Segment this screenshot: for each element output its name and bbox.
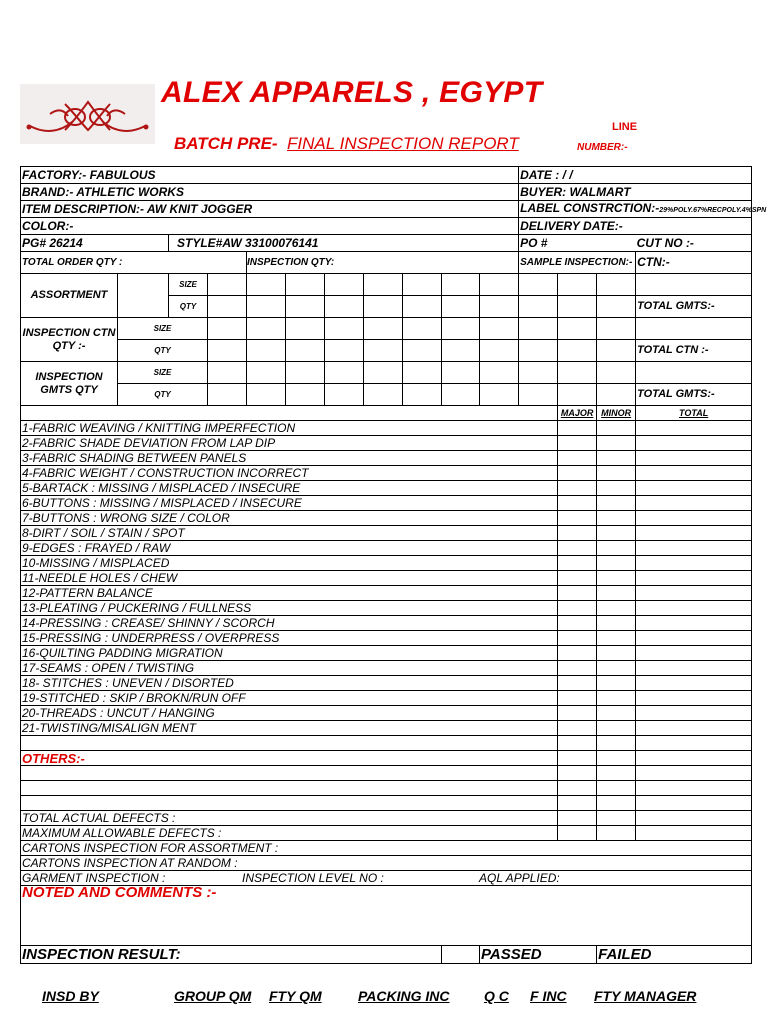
defect-row-label: 1-FABRIC WEAVING / KNITTING IMPERFECTION bbox=[21, 421, 558, 436]
defect-row-label: 15-PRESSING : UNDERPRESS / OVERPRESS bbox=[21, 631, 558, 646]
qty-entry-cell[interactable] bbox=[480, 296, 519, 318]
total-header: TOTAL bbox=[636, 406, 752, 421]
size-entry-cell[interactable] bbox=[286, 318, 325, 340]
minor-count-cell[interactable] bbox=[597, 646, 636, 661]
major-count-cell[interactable] bbox=[558, 646, 597, 661]
major-count-cell[interactable] bbox=[558, 616, 597, 631]
size-entry-cell[interactable] bbox=[286, 362, 325, 384]
minor-count-cell[interactable] bbox=[597, 556, 636, 571]
qty-entry-cell[interactable] bbox=[403, 296, 442, 318]
total-count-cell[interactable] bbox=[636, 661, 752, 676]
qty-entry-cell[interactable] bbox=[403, 384, 442, 406]
total-count-cell[interactable] bbox=[636, 481, 752, 496]
po-cell: PO # bbox=[519, 235, 636, 252]
size-entry-cell[interactable] bbox=[403, 318, 442, 340]
form-row bbox=[21, 252, 752, 274]
block-total-label: TOTAL GMTS:- bbox=[636, 384, 752, 406]
form-row bbox=[21, 661, 752, 676]
signature-f-inc: F INC bbox=[530, 988, 567, 1004]
form-row bbox=[21, 511, 752, 526]
style-cell: STYLE#AW 33100076141 bbox=[169, 235, 519, 252]
total-count-cell[interactable] bbox=[636, 676, 752, 691]
cut-no-cell: CUT NO :- bbox=[636, 235, 752, 252]
minor-count-cell[interactable] bbox=[597, 541, 636, 556]
major-count-cell[interactable] bbox=[558, 511, 597, 526]
defect-row-label: 3-FABRIC SHADING BETWEEN PANELS bbox=[21, 451, 558, 466]
form-row bbox=[21, 362, 752, 384]
major-count-cell[interactable] bbox=[558, 721, 597, 736]
qty-label: QTY bbox=[169, 296, 208, 318]
major-count-cell[interactable] bbox=[558, 586, 597, 601]
form-row bbox=[21, 796, 752, 811]
defect-row-label: 5-BARTACK : MISSING / MISPLACED / INSECURE bbox=[21, 481, 558, 496]
qty-entry-cell[interactable] bbox=[247, 384, 286, 406]
form-row bbox=[21, 706, 752, 721]
qty-label: QTY bbox=[118, 340, 208, 362]
defect-row-label: 18- STITCHES : UNEVEN / DISORTED bbox=[21, 676, 558, 691]
defect-row-label: 14-PRESSING : CREASE/ SHINNY / SCORCH bbox=[21, 616, 558, 631]
major-count-cell[interactable] bbox=[558, 706, 597, 721]
total-count-cell[interactable] bbox=[636, 526, 752, 541]
form-row bbox=[21, 841, 752, 856]
label-construction-cell bbox=[519, 200, 767, 218]
form-row bbox=[21, 406, 752, 421]
size-entry-cell[interactable] bbox=[208, 274, 247, 296]
minor-count-cell[interactable] bbox=[597, 616, 636, 631]
buyer-cell: BUYER: WALMART bbox=[519, 184, 752, 201]
size-entry-cell[interactable] bbox=[519, 318, 558, 340]
total-count-cell[interactable] bbox=[636, 601, 752, 616]
total-blank bbox=[636, 274, 752, 296]
qty-entry-cell[interactable] bbox=[208, 340, 247, 362]
size-entry-cell[interactable] bbox=[325, 318, 364, 340]
size-entry-cell[interactable] bbox=[442, 274, 480, 296]
form-row bbox=[21, 646, 752, 661]
defect-row-label: 21-TWISTING/MISALIGN MENT bbox=[21, 721, 558, 736]
report-title bbox=[174, 134, 519, 154]
defect-row-label: 13-PLEATING / PUCKERING / FULLNESS bbox=[21, 601, 558, 616]
size-entry-cell[interactable] bbox=[286, 274, 325, 296]
defect-row-label: 6-BUTTONS : MISSING / MISPLACED / INSECURE bbox=[21, 496, 558, 511]
form-cell bbox=[558, 796, 597, 811]
size-entry-cell[interactable] bbox=[442, 362, 480, 384]
form-row bbox=[21, 466, 752, 481]
form-row bbox=[21, 811, 752, 826]
qty-entry-cell[interactable] bbox=[286, 384, 325, 406]
defect-row-label: 12-PATTERN BALANCE bbox=[21, 586, 558, 601]
final-inspection-title: FINAL INSPECTION REPORT bbox=[287, 134, 519, 153]
size-entry-cell[interactable] bbox=[597, 318, 636, 340]
form-row bbox=[21, 218, 752, 235]
minor-count-cell[interactable] bbox=[597, 571, 636, 586]
minor-header: MINOR bbox=[597, 406, 636, 421]
size-entry-cell[interactable] bbox=[403, 362, 442, 384]
form-row bbox=[21, 946, 752, 964]
size-entry-cell[interactable] bbox=[325, 274, 364, 296]
signature-insd-by: INSD BY bbox=[42, 988, 99, 1004]
ctn-cell: CTN:- bbox=[636, 252, 752, 274]
total-count-cell[interactable] bbox=[636, 586, 752, 601]
form-cell bbox=[636, 781, 752, 796]
form-row bbox=[21, 616, 752, 631]
qty-entry-cell[interactable] bbox=[325, 384, 364, 406]
qty-entry-cell[interactable] bbox=[442, 296, 480, 318]
total-actual-defects: TOTAL ACTUAL DEFECTS : bbox=[21, 811, 558, 826]
form-row bbox=[21, 526, 752, 541]
brand-cell: BRAND:- ATHLETIC WORKS bbox=[21, 184, 519, 201]
form-row bbox=[21, 340, 752, 362]
form-row bbox=[21, 167, 752, 184]
form-cell bbox=[636, 736, 752, 751]
minor-count-cell[interactable] bbox=[597, 466, 636, 481]
form-cell[interactable] bbox=[597, 811, 636, 826]
qty-entry-cell[interactable] bbox=[403, 340, 442, 362]
block-total-label: TOTAL CTN :- bbox=[636, 340, 752, 362]
minor-count-cell[interactable] bbox=[597, 631, 636, 646]
color-cell: COLOR:- bbox=[21, 218, 519, 235]
form-cell[interactable] bbox=[558, 826, 597, 841]
inspection-result-label: INSPECTION RESULT: bbox=[21, 946, 442, 964]
qty-entry-cell[interactable] bbox=[597, 384, 636, 406]
form-row bbox=[21, 781, 752, 796]
total-count-cell[interactable] bbox=[636, 436, 752, 451]
total-count-cell[interactable] bbox=[636, 511, 752, 526]
major-count-cell[interactable] bbox=[558, 526, 597, 541]
major-count-cell[interactable] bbox=[558, 661, 597, 676]
form-cell bbox=[597, 766, 636, 781]
defect-blank-row bbox=[21, 736, 558, 751]
batch-prefix: BATCH PRE- bbox=[174, 134, 278, 153]
minor-count-cell[interactable] bbox=[597, 481, 636, 496]
aql-applied-label: AQL APPLIED: bbox=[479, 870, 560, 885]
assortment-blank bbox=[118, 274, 169, 318]
label-construction-label: LABEL CONSTRCTION:- bbox=[520, 200, 660, 215]
defect-row-label: 19-STITCHED : SKIP / BROKN/RUN OFF bbox=[21, 691, 558, 706]
qty-entry-cell[interactable] bbox=[558, 384, 597, 406]
major-count-cell[interactable] bbox=[558, 571, 597, 586]
form-row bbox=[21, 736, 752, 751]
qty-entry-cell[interactable] bbox=[286, 296, 325, 318]
form-row bbox=[21, 481, 752, 496]
size-entry-cell[interactable] bbox=[247, 318, 286, 340]
total-count-cell[interactable] bbox=[636, 541, 752, 556]
qty-entry-cell[interactable] bbox=[519, 296, 558, 318]
signature-qc: Q C bbox=[484, 988, 509, 1004]
form-row bbox=[21, 541, 752, 556]
defect-row-label: 20-THREADS : UNCUT / HANGING bbox=[21, 706, 558, 721]
qty-entry-cell[interactable] bbox=[364, 296, 403, 318]
major-count-cell[interactable] bbox=[558, 436, 597, 451]
form-row bbox=[21, 631, 752, 646]
total-count-cell[interactable] bbox=[636, 631, 752, 646]
qty-entry-cell[interactable] bbox=[286, 340, 325, 362]
failed-option[interactable]: FAILED bbox=[597, 946, 752, 964]
size-entry-cell[interactable] bbox=[208, 318, 247, 340]
form-cell[interactable] bbox=[597, 826, 636, 841]
inspection-level-label: INSPECTION LEVEL NO : bbox=[242, 870, 384, 885]
others-label: OTHERS:- bbox=[21, 751, 558, 766]
size-entry-cell[interactable] bbox=[364, 362, 403, 384]
major-header: MAJOR bbox=[558, 406, 597, 421]
total-count-cell[interactable] bbox=[636, 706, 752, 721]
minor-count-cell[interactable] bbox=[597, 436, 636, 451]
assortment-label: ASSORTMENT bbox=[21, 274, 118, 318]
size-entry-cell[interactable] bbox=[208, 362, 247, 384]
signature-fty-qm: FTY QM bbox=[269, 988, 322, 1004]
cartons-random: CARTONS INSPECTION AT RANDOM : bbox=[21, 856, 752, 871]
form-row bbox=[21, 556, 752, 571]
total-order-qty-cell: TOTAL ORDER QTY : bbox=[21, 252, 247, 274]
qty-entry-cell[interactable] bbox=[325, 340, 364, 362]
major-count-cell[interactable] bbox=[558, 556, 597, 571]
others-entry-row[interactable] bbox=[21, 796, 558, 811]
defect-row-label: 4-FABRIC WEIGHT / CONSTRUCTION INCORRECT bbox=[21, 466, 558, 481]
minor-count-cell[interactable] bbox=[597, 691, 636, 706]
minor-count-cell[interactable] bbox=[597, 511, 636, 526]
major-count-cell[interactable] bbox=[558, 481, 597, 496]
total-count-cell[interactable] bbox=[636, 721, 752, 736]
qty-entry-cell[interactable] bbox=[247, 340, 286, 362]
company-logo bbox=[20, 84, 155, 144]
minor-count-cell[interactable] bbox=[597, 496, 636, 511]
minor-count-cell[interactable] bbox=[597, 721, 636, 736]
others-entry-row[interactable] bbox=[21, 781, 558, 796]
form-row bbox=[21, 421, 752, 436]
total-count-cell[interactable] bbox=[636, 451, 752, 466]
form-cell bbox=[558, 751, 597, 766]
major-count-cell[interactable] bbox=[558, 541, 597, 556]
minor-count-cell[interactable] bbox=[597, 661, 636, 676]
factory-cell: FACTORY:- FABULOUS bbox=[21, 167, 519, 184]
total-blank bbox=[636, 362, 752, 384]
total-count-cell[interactable] bbox=[636, 691, 752, 706]
major-count-cell[interactable] bbox=[558, 691, 597, 706]
form-row bbox=[21, 274, 752, 296]
label-construction-value: 29%POLY.67%RECPOLY.4%SPN bbox=[659, 206, 767, 214]
garment-inspection-label: GARMENT INSPECTION : bbox=[22, 870, 166, 885]
minor-count-cell[interactable] bbox=[597, 526, 636, 541]
qty-entry-cell[interactable] bbox=[442, 340, 480, 362]
size-entry-cell[interactable] bbox=[519, 274, 558, 296]
size-entry-cell[interactable] bbox=[247, 362, 286, 384]
major-count-cell[interactable] bbox=[558, 466, 597, 481]
number-label: NUMBER:- bbox=[577, 142, 628, 153]
major-count-cell[interactable] bbox=[558, 451, 597, 466]
qty-entry-cell[interactable] bbox=[325, 296, 364, 318]
form-cell[interactable] bbox=[636, 811, 752, 826]
size-entry-cell[interactable] bbox=[480, 362, 519, 384]
result-spacer bbox=[442, 946, 480, 964]
defect-row-label: 16-QUILTING PADDING MIGRATION bbox=[21, 646, 558, 661]
form-cell bbox=[597, 781, 636, 796]
inspection-qty-cell: INSPECTION QTY: bbox=[247, 252, 519, 274]
signature-group-qm: GROUP QM bbox=[174, 988, 252, 1004]
size-entry-cell[interactable] bbox=[597, 362, 636, 384]
total-count-cell[interactable] bbox=[636, 556, 752, 571]
defect-row-label: 7-BUTTONS : WRONG SIZE / COLOR bbox=[21, 511, 558, 526]
minor-count-cell[interactable] bbox=[597, 676, 636, 691]
size-entry-cell[interactable] bbox=[364, 274, 403, 296]
size-entry-cell[interactable] bbox=[480, 274, 519, 296]
form-row bbox=[21, 201, 752, 218]
form-row bbox=[21, 436, 752, 451]
defect-row-label: 8-DIRT / SOIL / STAIN / SPOT bbox=[21, 526, 558, 541]
form-row bbox=[21, 826, 752, 841]
form-row bbox=[21, 886, 752, 946]
qty-entry-cell[interactable] bbox=[519, 340, 558, 362]
defect-row-label: 17-SEAMS : OPEN / TWISTING bbox=[21, 661, 558, 676]
defect-row-label: 10-MISSING / MISPLACED bbox=[21, 556, 558, 571]
qty-label: QTY bbox=[118, 384, 208, 406]
total-count-cell[interactable] bbox=[636, 616, 752, 631]
defect-row-label: 2-FABRIC SHADE DEVIATION FROM LAP DIP bbox=[21, 436, 558, 451]
major-count-cell[interactable] bbox=[558, 496, 597, 511]
date-cell: DATE : / / bbox=[519, 167, 752, 184]
passed-option[interactable]: PASSED bbox=[480, 946, 597, 964]
delivery-date-cell: DELIVERY DATE:- bbox=[519, 218, 752, 235]
form-row bbox=[21, 496, 752, 511]
minor-count-cell[interactable] bbox=[597, 451, 636, 466]
qty-entry-cell[interactable] bbox=[597, 340, 636, 362]
form-cell[interactable] bbox=[558, 811, 597, 826]
form-row bbox=[21, 184, 752, 201]
minor-count-cell[interactable] bbox=[597, 601, 636, 616]
major-count-cell[interactable] bbox=[558, 421, 597, 436]
form-cell bbox=[597, 736, 636, 751]
major-count-cell[interactable] bbox=[558, 601, 597, 616]
size-entry-cell[interactable] bbox=[558, 318, 597, 340]
inspection-gmts-qty-label: INSPECTION GMTS QTY bbox=[21, 362, 118, 406]
minor-count-cell[interactable] bbox=[597, 421, 636, 436]
minor-count-cell[interactable] bbox=[597, 586, 636, 601]
form-cell[interactable] bbox=[636, 826, 752, 841]
line-label: LINE bbox=[612, 121, 638, 133]
qty-entry-cell[interactable] bbox=[558, 340, 597, 362]
total-blank bbox=[636, 318, 752, 340]
signature-fty-manager: FTY MANAGER bbox=[594, 988, 697, 1004]
size-entry-cell[interactable] bbox=[403, 274, 442, 296]
form-row bbox=[21, 451, 752, 466]
qty-entry-cell[interactable] bbox=[480, 384, 519, 406]
company-name: ALEX APPARELS , EGYPT bbox=[161, 76, 543, 109]
qty-entry-cell[interactable] bbox=[519, 384, 558, 406]
signature-packing-inc: PACKING INC bbox=[358, 988, 450, 1004]
block-total-label: TOTAL GMTS:- bbox=[636, 296, 752, 318]
size-entry-cell[interactable] bbox=[519, 362, 558, 384]
defect-row-label: 9-EDGES : FRAYED / RAW bbox=[21, 541, 558, 556]
form-cell bbox=[558, 766, 597, 781]
sample-inspection-cell: SAMPLE INSPECTION:- bbox=[519, 252, 636, 274]
size-entry-cell[interactable] bbox=[597, 274, 636, 296]
form-cell bbox=[636, 796, 752, 811]
size-entry-cell[interactable] bbox=[325, 362, 364, 384]
form-row bbox=[21, 676, 752, 691]
inspection-ctn-qty-label: INSPECTION CTN QTY :- bbox=[21, 318, 118, 362]
form-row bbox=[21, 766, 752, 781]
size-entry-cell[interactable] bbox=[364, 318, 403, 340]
qty-entry-cell[interactable] bbox=[364, 384, 403, 406]
defect-row-label: 11-NEEDLE HOLES / CHEW bbox=[21, 571, 558, 586]
form-row bbox=[21, 384, 752, 406]
defect-header-blank bbox=[21, 406, 558, 421]
qty-entry-cell[interactable] bbox=[442, 384, 480, 406]
form-cell bbox=[636, 751, 752, 766]
qty-entry-cell[interactable] bbox=[247, 296, 286, 318]
size-label: SIZE bbox=[118, 318, 208, 340]
form-cell bbox=[558, 736, 597, 751]
others-entry-row[interactable] bbox=[21, 766, 558, 781]
form-row bbox=[21, 318, 752, 340]
size-entry-cell[interactable] bbox=[480, 318, 519, 340]
form-row bbox=[21, 601, 752, 616]
size-entry-cell[interactable] bbox=[558, 362, 597, 384]
item-description-cell: ITEM DESCRIPTION:- AW KNIT JOGGER bbox=[21, 201, 519, 218]
form-row bbox=[21, 721, 752, 736]
cartons-assortment: CARTONS INSPECTION FOR ASSORTMENT : bbox=[21, 841, 752, 856]
minor-count-cell[interactable] bbox=[597, 706, 636, 721]
size-entry-cell[interactable] bbox=[558, 274, 597, 296]
total-count-cell[interactable] bbox=[636, 571, 752, 586]
size-label: SIZE bbox=[118, 362, 208, 384]
size-label: SIZE bbox=[169, 274, 208, 296]
qty-entry-cell[interactable] bbox=[208, 384, 247, 406]
size-entry-cell[interactable] bbox=[442, 318, 480, 340]
form-cell bbox=[558, 781, 597, 796]
noted-comments[interactable]: NOTED AND COMMENTS :- bbox=[21, 886, 752, 946]
form-row bbox=[21, 235, 752, 252]
major-count-cell[interactable] bbox=[558, 676, 597, 691]
qty-entry-cell[interactable] bbox=[558, 296, 597, 318]
form-row bbox=[21, 751, 752, 766]
total-count-cell[interactable] bbox=[636, 646, 752, 661]
total-count-cell[interactable] bbox=[636, 421, 752, 436]
qty-entry-cell[interactable] bbox=[208, 296, 247, 318]
form-row bbox=[21, 691, 752, 706]
form-row bbox=[21, 856, 752, 871]
form-cell bbox=[636, 766, 752, 781]
form-cell bbox=[597, 751, 636, 766]
maximum-allowable-defects: MAXIMUM ALLOWABLE DEFECTS : bbox=[21, 826, 558, 841]
qty-entry-cell[interactable] bbox=[480, 340, 519, 362]
total-count-cell[interactable] bbox=[636, 496, 752, 511]
major-count-cell[interactable] bbox=[558, 631, 597, 646]
inspection-form-table bbox=[20, 166, 767, 964]
form-row bbox=[21, 571, 752, 586]
form-row bbox=[21, 586, 752, 601]
pg-cell: PG# 26214 bbox=[21, 235, 169, 252]
qty-entry-cell[interactable] bbox=[597, 296, 636, 318]
size-entry-cell[interactable] bbox=[247, 274, 286, 296]
total-count-cell[interactable] bbox=[636, 466, 752, 481]
form-cell bbox=[597, 796, 636, 811]
qty-entry-cell[interactable] bbox=[364, 340, 403, 362]
